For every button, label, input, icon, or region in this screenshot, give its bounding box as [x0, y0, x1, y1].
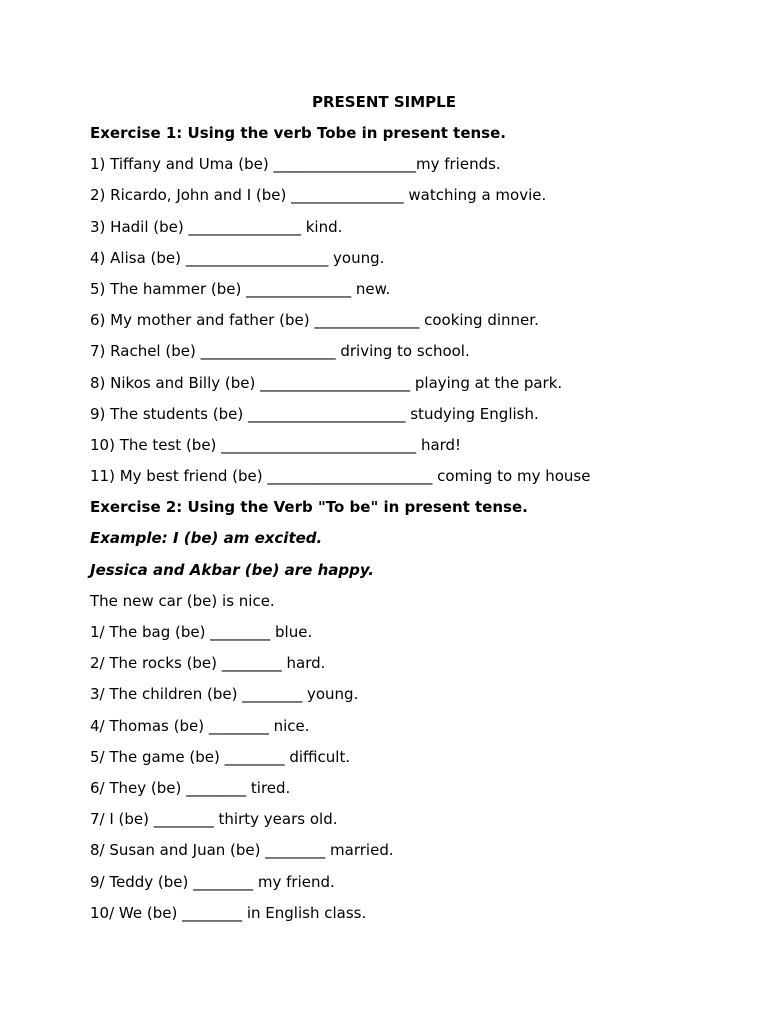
- exercise2-item: 5/ The game (be) ________ difficult.: [90, 747, 351, 766]
- exercise2-item: 6/ They (be) ________ tired.: [90, 778, 291, 797]
- exercise1-heading: Exercise 1: Using the verb Tobe in present tense.: [90, 124, 506, 142]
- exercise2-example: Example: I (be) am excited.: [90, 529, 323, 548]
- exercise2-item: 10/ We (be) ________ in English class.: [90, 903, 367, 922]
- exercise2-item: 7/ I (be) ________ thirty years old.: [90, 810, 338, 829]
- exercise2-example: Jessica and Akbar (be) are happy.: [90, 560, 374, 579]
- page-title: PRESENT SIMPLE: [312, 93, 456, 111]
- exercise2-heading: Exercise 2: Using the Verb "To be" in present tense.: [90, 498, 528, 517]
- exercise2-item: 8/ Susan and Juan (be) ________ married.: [90, 841, 394, 860]
- worksheet-content: [90, 123, 730, 934]
- exercise1-item: 11) My best friend (be) ______________________ coming to my house: [90, 467, 591, 486]
- exercise1-item: 6) My mother and father (be) ______________ cooking dinner.: [90, 311, 539, 330]
- exercise1-item: 4) Alisa (be) ___________________ young.: [90, 248, 385, 267]
- exercise1-item: 7) Rachel (be) __________________ driving to school.: [90, 342, 470, 361]
- exercise2-item: 2/ The rocks (be) ________ hard.: [90, 654, 326, 673]
- exercise2-item: 1/ The bag (be) ________ blue.: [90, 623, 313, 641]
- exercise2-example: The new car (be) is nice.: [90, 591, 275, 610]
- exercise2-item: 9/ Teddy (be) ________ my friend.: [90, 872, 335, 891]
- exercise1-item: 3) Hadil (be) _______________ kind.: [90, 217, 343, 236]
- exercise1-item: 2) Ricardo, John and I (be) _______________ watching a movie.: [90, 186, 547, 205]
- exercise1-item: 5) The hammer (be) ______________ new.: [90, 279, 391, 298]
- exercise2-item: 4/ Thomas (be) ________ nice.: [90, 716, 310, 735]
- exercise2-item: 3/ The children (be) ________ young.: [90, 685, 359, 704]
- exercise1-item: 10) The test (be) __________________________ hard!: [90, 435, 462, 454]
- exercise1-item: 9) The students (be) _____________________ studying English.: [90, 404, 539, 423]
- exercise1-item: 1) Tiffany and Uma (be) ___________________my friends.: [90, 155, 501, 174]
- exercise1-item: 8) Nikos and Billy (be) ____________________ playing at the park.: [90, 373, 563, 392]
